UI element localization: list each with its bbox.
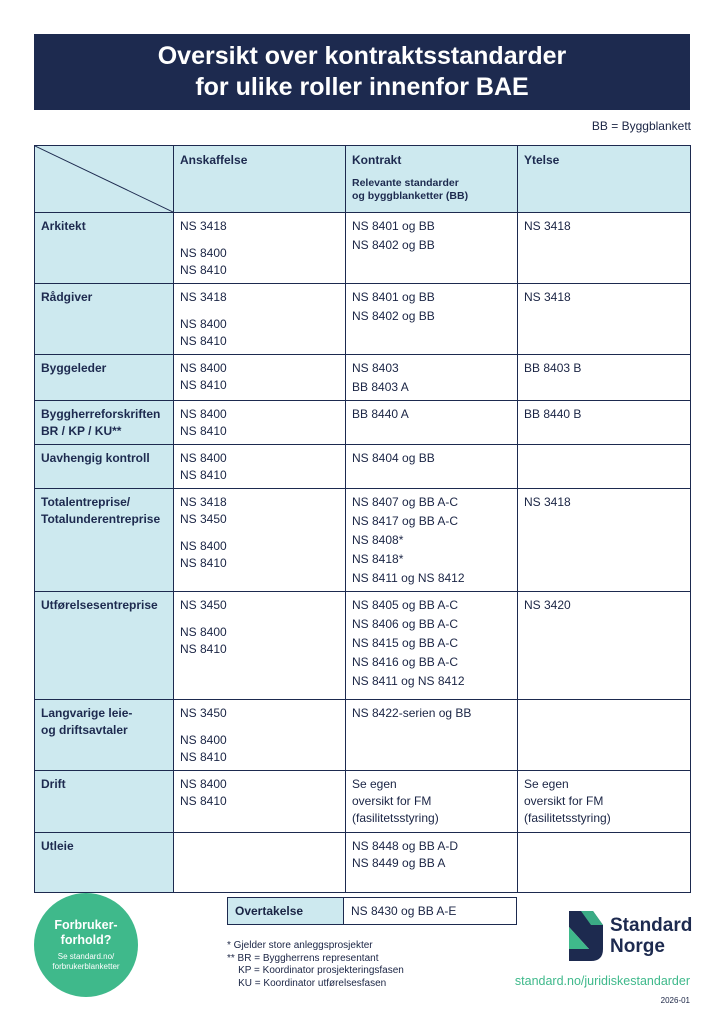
standard-item: NS 8400	[180, 407, 227, 421]
standard-item: NS 8400	[180, 361, 227, 375]
role-label: Arkitekt	[41, 219, 86, 233]
role-cell	[35, 445, 174, 489]
role-cell	[35, 833, 174, 893]
standard-item: NS 8401 og BB	[352, 219, 435, 233]
standard-item: NS 8400	[180, 625, 227, 639]
standard-item: NS 8411 og NS 8412	[352, 571, 465, 585]
ytelse-cell	[518, 700, 691, 771]
footnotes	[227, 940, 404, 990]
kontrakt-cell	[346, 771, 518, 833]
standard-item: NS 8400	[180, 246, 227, 260]
anskaffelse-cell	[174, 445, 346, 489]
standards-table	[34, 145, 691, 893]
page-title-banner	[34, 34, 690, 110]
standard-item: NS 8406 og BB A-C	[352, 617, 459, 631]
standard-item: NS 3418	[180, 290, 227, 304]
role-label: Rådgiver	[41, 290, 93, 304]
footer-url-link[interactable]: standard.no/juridiskestandarder	[514, 974, 690, 988]
anskaffelse-cell	[174, 401, 346, 445]
table-row	[35, 401, 691, 445]
standard-item: NS 8410	[180, 750, 227, 764]
anskaffelse-cell	[174, 489, 346, 592]
role-cell	[35, 592, 174, 700]
standard-item: NS 8416 og BB A-C	[352, 655, 459, 669]
role-label: Totalentreprise/	[41, 495, 131, 509]
table-row	[35, 833, 691, 893]
standard-item: NS 8417 og BB A-C	[352, 514, 459, 528]
standard-item: Se egen	[524, 777, 569, 791]
role-label: Drift	[41, 777, 66, 791]
role-label: Uavhengig kontroll	[41, 451, 150, 465]
standard-item: NS 8400	[180, 451, 227, 465]
table-row	[35, 213, 691, 284]
page-title-line-1: Oversikt over kontraktsstandarder	[157, 42, 567, 70]
standard-item: BB 8440 A	[352, 407, 409, 421]
standard-item: NS 3450	[180, 512, 227, 526]
table-row	[35, 284, 691, 355]
role-label: Utførelsesentreprise	[41, 598, 158, 612]
column-header-ytelse-label: Ytelse	[524, 153, 560, 167]
standard-item: NS 8410	[180, 556, 227, 570]
footnote-1: * Gjelder store anleggsprosjekter	[227, 940, 373, 951]
standard-item: NS 8402 og BB	[352, 238, 435, 252]
standard-item: (fasilitetsstyring)	[524, 811, 611, 825]
anskaffelse-cell	[174, 355, 346, 401]
ytelse-cell	[518, 833, 691, 893]
standard-item: BB 8403 B	[524, 361, 582, 375]
ytelse-cell	[518, 213, 691, 284]
kontrakt-cell	[346, 592, 518, 700]
kontrakt-cell	[346, 355, 518, 401]
kontrakt-cell	[346, 445, 518, 489]
logo-wordmark	[610, 915, 692, 957]
circle-title-line-1: Forbruker-	[54, 918, 118, 932]
anskaffelse-cell	[174, 213, 346, 284]
standard-item: NS 8402 og BB	[352, 309, 435, 323]
kontrakt-subtitle-line-2: og byggblanketter (BB)	[352, 190, 469, 202]
standard-item: oversikt for FM	[524, 794, 604, 808]
role-cell	[35, 771, 174, 833]
standard-item: Se egen	[352, 777, 397, 791]
anskaffelse-cell	[174, 284, 346, 355]
standard-item: NS 8404 og BB	[352, 451, 435, 465]
standard-item: NS 8403	[352, 361, 399, 375]
circle-sub-line-2: forbrukerblanketter	[52, 962, 120, 971]
footnote-4: KU = Koordinator utførelsesfasen	[227, 977, 387, 989]
table-row	[35, 700, 691, 771]
page-title-line-2: for ulike roller innenfor BAE	[195, 73, 529, 101]
ytelse-cell	[518, 355, 691, 401]
ytelse-cell	[518, 445, 691, 489]
standard-item: NS 3450	[180, 706, 227, 720]
column-header-ytelse	[518, 146, 691, 213]
standard-item: NS 8410	[180, 378, 227, 392]
standard-item: NS 3418	[180, 495, 227, 509]
role-label: Byggeleder	[41, 361, 107, 375]
document-code: 2026-01	[660, 996, 690, 1005]
column-header-kontrakt-subtitle	[352, 177, 511, 203]
overtakelse-table	[227, 897, 517, 925]
overtakelse-value: NS 8430 og BB A-E	[344, 898, 517, 925]
standard-item: NS 8448 og BB A-D	[352, 839, 459, 853]
standard-item: NS 8408*	[352, 533, 404, 547]
standard-item: NS 3418	[524, 290, 571, 304]
footnote-2: ** BR = Byggherrens representant	[227, 952, 379, 964]
ytelse-cell	[518, 489, 691, 592]
ytelse-cell	[518, 771, 691, 833]
standard-item: oversikt for FM	[352, 794, 432, 808]
anskaffelse-cell	[174, 592, 346, 700]
table-row	[35, 445, 691, 489]
consumer-circle-badge[interactable]	[34, 893, 138, 997]
column-header-kontrakt-label: Kontrakt	[352, 153, 402, 167]
diagonal-line-icon	[35, 146, 173, 212]
standard-item: NS 8411 og NS 8412	[352, 674, 465, 688]
logo-line-2: Norge	[610, 936, 665, 957]
standard-item: BB 8403 A	[352, 380, 409, 394]
anskaffelse-cell	[174, 833, 346, 893]
kontrakt-cell	[346, 401, 518, 445]
standard-item: NS 8415 og BB A-C	[352, 636, 459, 650]
standard-item: NS 8410	[180, 794, 227, 808]
ytelse-cell	[518, 592, 691, 700]
standard-item: (fasilitetsstyring)	[352, 811, 439, 825]
standard-item: NS 8410	[180, 263, 227, 277]
overtakelse-label: Overtakelse	[228, 898, 344, 925]
corner-cell	[35, 146, 174, 213]
role-label: og driftsavtaler	[41, 723, 128, 737]
role-cell	[35, 700, 174, 771]
standard-item: NS 8407 og BB A-C	[352, 495, 459, 509]
kontrakt-cell	[346, 213, 518, 284]
role-cell	[35, 401, 174, 445]
kontrakt-cell	[346, 489, 518, 592]
circle-sub-line-1: Se standard.no/	[57, 952, 115, 961]
column-header-kontrakt	[346, 146, 518, 213]
table-row	[35, 592, 691, 700]
kontrakt-cell	[346, 700, 518, 771]
kontrakt-cell	[346, 284, 518, 355]
column-header-anskaffelse	[174, 146, 346, 213]
standard-item: NS 3420	[524, 598, 571, 612]
role-label: Langvarige leie-	[41, 706, 133, 720]
column-header-anskaffelse-label: Anskaffelse	[180, 153, 248, 167]
table-row	[35, 771, 691, 833]
standard-item: NS 8400	[180, 539, 227, 553]
role-label: Totalunderentreprise	[41, 512, 161, 526]
bb-legend: BB = Byggblankett	[591, 119, 691, 133]
standard-item: NS 8410	[180, 642, 227, 656]
standard-item: NS 8400	[180, 733, 227, 747]
standard-item: NS 8400	[180, 317, 227, 331]
standard-item: NS 8418*	[352, 552, 404, 566]
standard-item: NS 3418	[524, 495, 571, 509]
standard-item: NS 8400	[180, 777, 227, 791]
standard-item: NS 8410	[180, 334, 227, 348]
role-cell	[35, 284, 174, 355]
table-row	[35, 489, 691, 592]
footnote-3: KP = Koordinator prosjekteringsfasen	[227, 965, 404, 976]
circle-title-line-2: forhold?	[60, 933, 112, 947]
ytelse-cell	[518, 401, 691, 445]
kontrakt-subtitle-line-1: Relevante standarder	[352, 177, 459, 189]
role-label: Byggherreforskriften	[41, 407, 161, 421]
standard-item: NS 8449 og BB A	[352, 856, 446, 870]
anskaffelse-cell	[174, 700, 346, 771]
logo-line-1: Standard	[610, 915, 693, 936]
standard-item: NS 8410	[180, 424, 227, 438]
standard-item: NS 3418	[180, 219, 227, 233]
standard-item: NS 8401 og BB	[352, 290, 435, 304]
table-row	[35, 355, 691, 401]
role-cell	[35, 213, 174, 284]
role-cell	[35, 489, 174, 592]
role-label: Utleie	[41, 839, 74, 853]
role-cell	[35, 355, 174, 401]
ytelse-cell	[518, 284, 691, 355]
standard-item: NS 3418	[524, 219, 571, 233]
standard-item: BB 8440 B	[524, 407, 582, 421]
anskaffelse-cell	[174, 771, 346, 833]
standard-item: NS 8422-serien og BB	[352, 706, 472, 720]
standard-item: NS 3450	[180, 598, 227, 612]
role-label: BR / KP / KU**	[41, 424, 122, 438]
standard-item: NS 8410	[180, 468, 227, 482]
kontrakt-cell	[346, 833, 518, 893]
standard-item: NS 8405 og BB A-C	[352, 598, 459, 612]
